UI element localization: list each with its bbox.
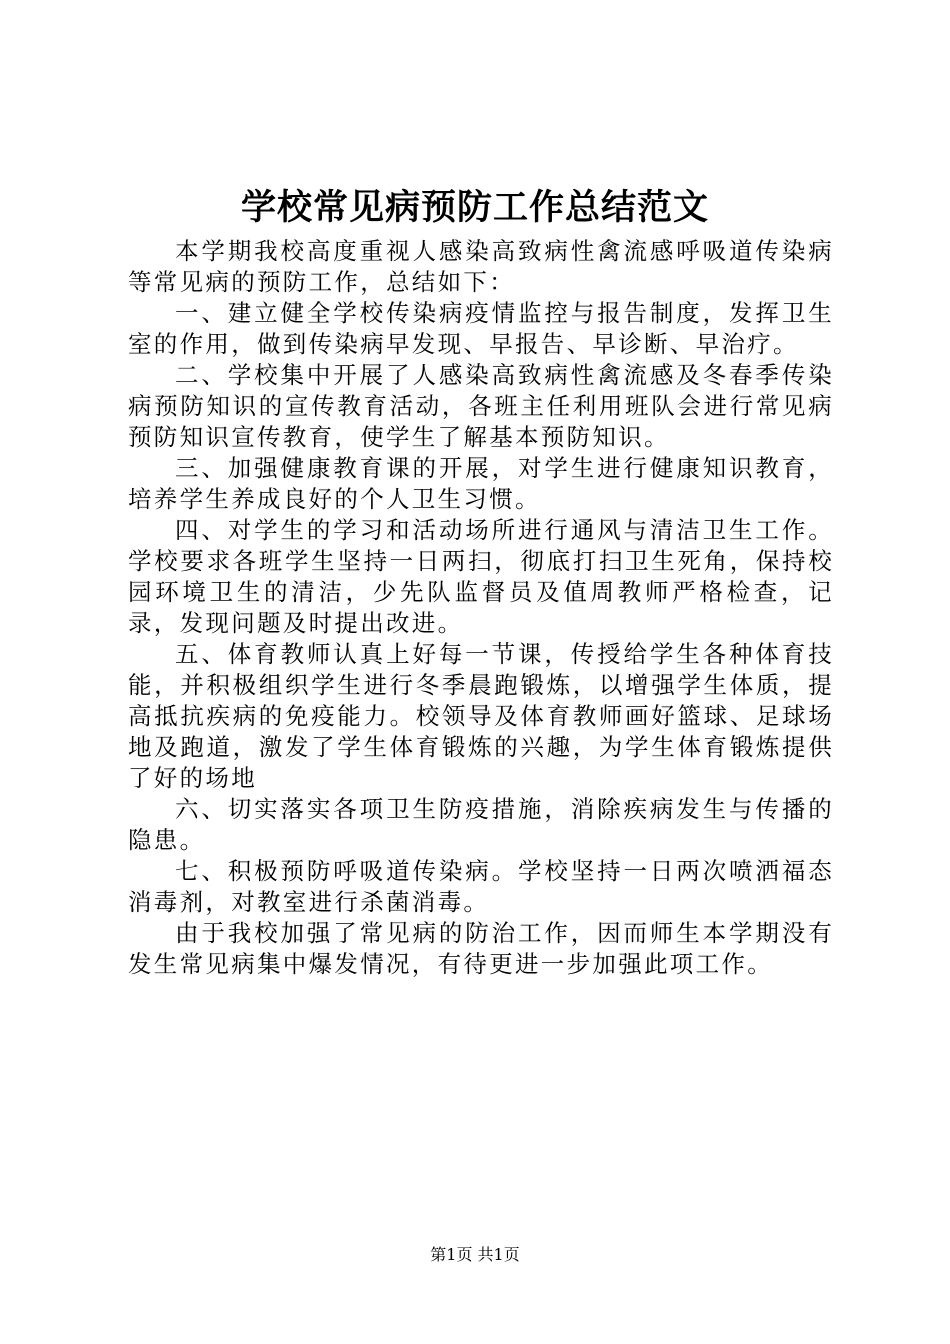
paragraph-intro: 本学期我校高度重视人感染高致病性禽流感呼吸道传染病等常见病的预防工作，总结如下： (128, 237, 834, 296)
paragraph-item-6: 六、切实落实各项卫生防疫措施，消除疾病发生与传播的隐患。 (128, 795, 834, 854)
paragraph-item-5: 五、体育教师认真上好每一节课，传授给学生各种体育技能，并积极组织学生进行冬季晨跑锻炼，以增强学生体质，提高抵抗疾病的免疫能力。校领导及体育教师画好篮球、足球场地及跑道，激发了学生体育锻炼的兴趣，为学生体育锻炼提供了好的场地 (128, 640, 834, 792)
page-footer: 第1页 共1页 (430, 1245, 520, 1264)
paragraph-item-3: 三、加强健康教育课的开展，对学生进行健康知识教育，培养学生养成良好的个人卫生习惯。 (128, 454, 834, 513)
paragraph-item-7: 七、积极预防呼吸道传染病。学校坚持一日两次喷洒福态消毒剂，对教室进行杀菌消毒。 (128, 857, 834, 916)
paragraph-item-2: 二、学校集中开展了人感染高致病性禽流感及冬春季传染病预防知识的宣传教育活动，各班主任利用班队会进行常见病预防知识宣传教育，使学生了解基本预防知识。 (128, 361, 834, 451)
document-body (128, 236, 834, 980)
paragraph-conclusion: 由于我校加强了常见病的防治工作，因而师生本学期没有发生常见病集中爆发情况，有待更进一步加强此项工作。 (128, 919, 834, 978)
paragraph-item-4: 四、对学生的学习和活动场所进行通风与清洁卫生工作。学校要求各班学生坚持一日两扫，彻底打扫卫生死角，保持校园环境卫生的清洁，少先队监督员及值周教师严格检查，记录，发现问题及时提出改进。 (128, 516, 834, 637)
paragraph-item-1: 一、建立健全学校传染病疫情监控与报告制度，发挥卫生室的作用，做到传染病早发现、早报告、早诊断、早治疗。 (128, 299, 834, 358)
document-title: 学校常见病预防工作总结范文 (240, 187, 709, 228)
